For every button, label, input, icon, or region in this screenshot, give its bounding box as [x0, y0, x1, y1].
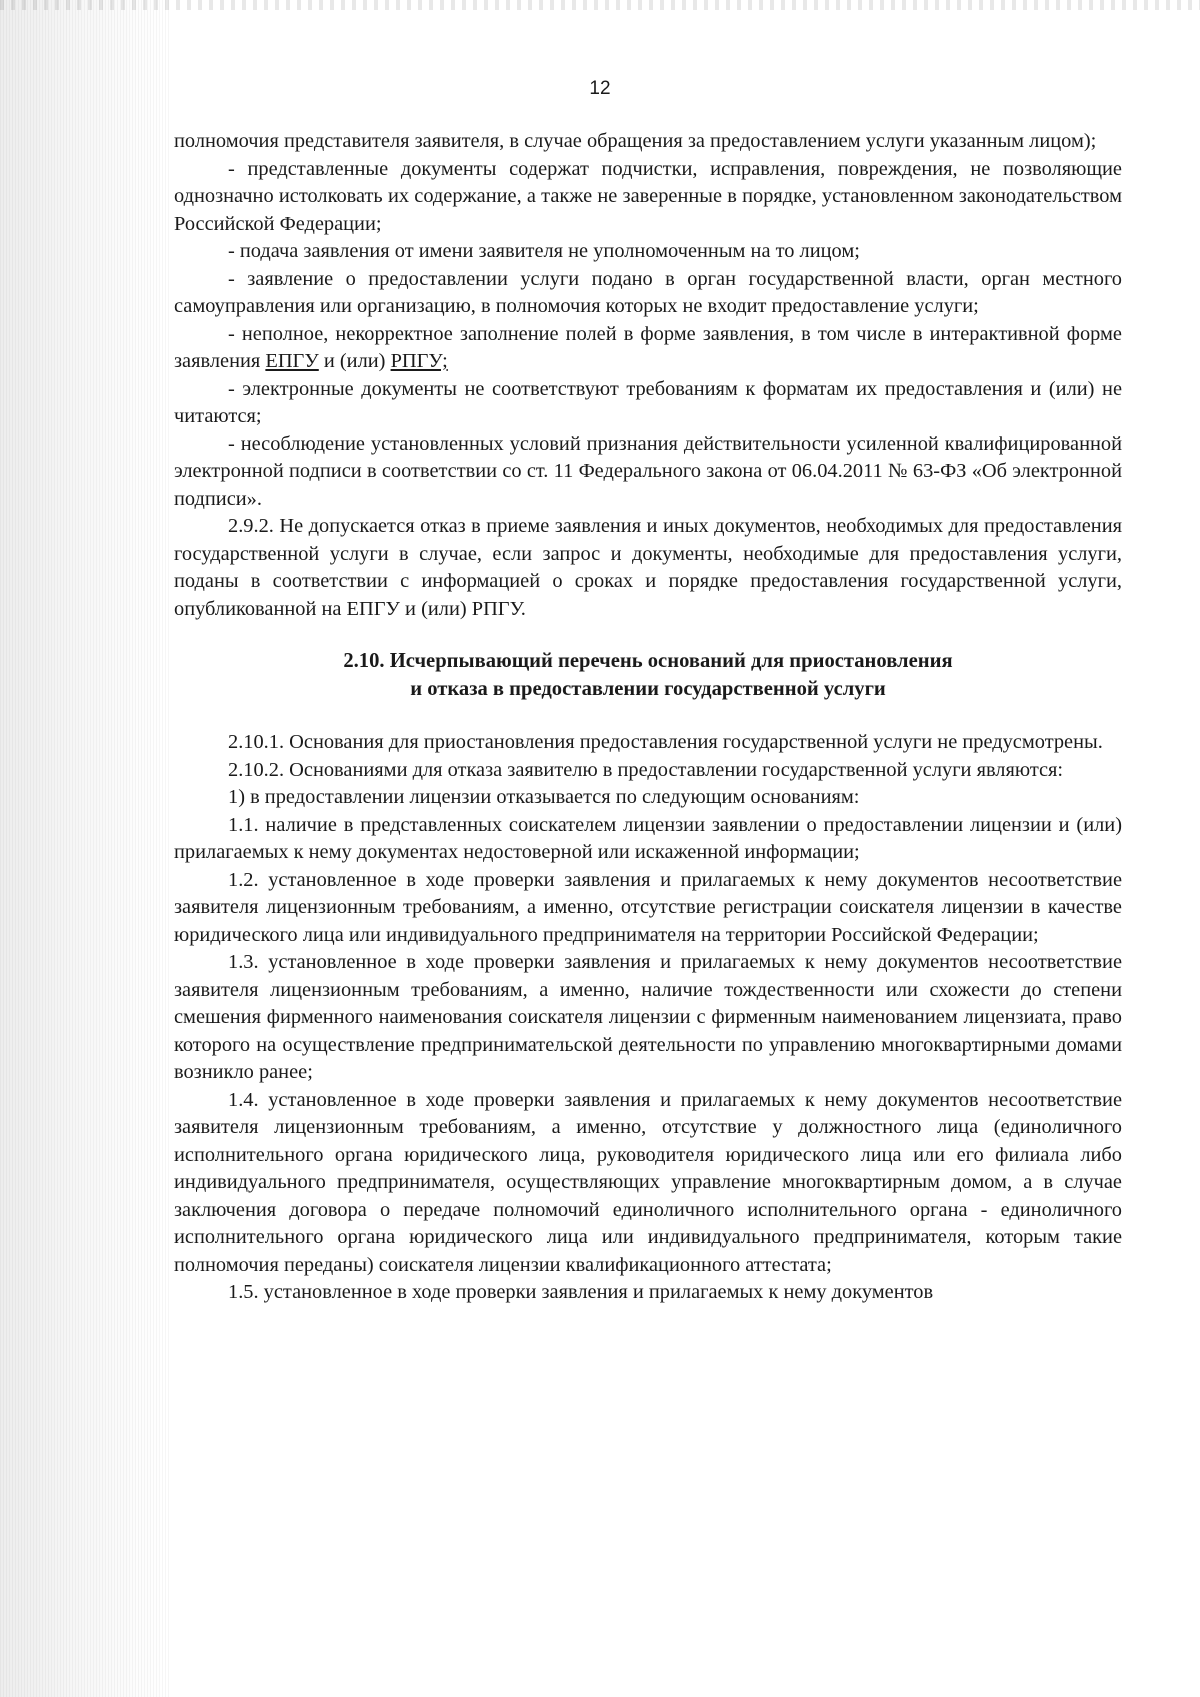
paragraphs-middle-group: [174, 376, 1122, 624]
paragraph: 2.10.1. Основания для приостановления предоставления государственной услуги не предусмотрены.: [228, 731, 1103, 753]
scan-noise-left-margin: [0, 0, 170, 1697]
paragraph-epgu-text: - неполное, некорректное заполнение полей в форме заявления, в том числе в интерактивной форме заявления: [174, 322, 1122, 372]
paragraph-epgu: [174, 321, 1122, 376]
paragraph: - подача заявления от имени заявителя не уполномоченным на то лицом;: [228, 240, 860, 262]
page-number: 12: [589, 78, 611, 99]
scan-noise-top-edge: [0, 0, 1200, 10]
paragraph: - заявление о предоставлении услуги подано в орган государственной власти, орган местного самоуправления или организацию, в полномочия которых не входит предоставление услуги;: [174, 267, 1122, 317]
epgu-link[interactable]: ЕПГУ: [265, 350, 319, 372]
paragraphs-bottom-group: [174, 729, 1122, 1307]
paragraph: полномочия представителя заявителя, в случае обращения за предоставлением услуги указанным лицом);: [174, 130, 1097, 152]
paragraph: 1.2. установленное в ходе проверки заявления и прилагаемых к нему документов несоответствие заявителя лицензионным требованиям, а именно, отсутствие регистрации соискателя лицензии в качестве юридического лица или индивидуального предпринимателя на территории Российской Федерации;: [174, 868, 1122, 946]
paragraph: 2.9.2. Не допускается отказ в приеме заявления и иных документов, необходимых для предоставления государственной услуги в случае, если запрос и документы, необходимые для предоставления услуги, поданы в соответствии с информацией о сроках и порядке предоставления государственной услуги, опубликованной на ЕПГУ и (или) РПГУ.: [174, 515, 1122, 620]
paragraphs-top-group: [174, 128, 1122, 321]
rpgu-link[interactable]: РПГУ;: [390, 350, 448, 372]
section-heading-line-2: и отказа в предоставлении государственной услуги: [410, 677, 886, 700]
document-body: [174, 128, 1122, 1307]
paragraph: 1.5. установленное в ходе проверки заявления и прилагаемых к нему документов: [228, 1281, 934, 1303]
section-heading: [174, 648, 1122, 703]
section-heading-line-1: 2.10. Исчерпывающий перечень оснований для приостановления: [343, 650, 953, 672]
paragraph: 1.3. установленное в ходе проверки заявления и прилагаемых к нему документов несоответствие заявителя лицензионным требованиям, а именно, наличие тождественности или схожести до степени смешения фирменного наименования соискателя лицензии с фирменным наименованием лицензиата, право которого на осуществление предпринимательской деятельности по управлению многоквартирными домами возникло ранее;: [174, 951, 1122, 1083]
paragraph: - электронные документы не соответствуют требованиям к форматам их предоставления и (или) не читаются;: [174, 377, 1122, 427]
paragraph-epgu-conjunction: и (или): [318, 350, 391, 372]
paragraph: 1.1. наличие в представленных соискателем лицензии заявлении о предоставлении лицензии и (или) прилагаемых к нему документах недостоверной или искаженной информации;: [174, 813, 1122, 863]
paragraph: - несоблюдение установленных условий признания действительности усиленной квалифицированной электронной подписи в соответствии со ст. 11 Федерального закона от 06.04.2011 № 63-ФЗ «Об электронной подписи».: [174, 432, 1122, 510]
paragraph: 1) в предоставлении лицензии отказывается по следующим основаниям:: [228, 786, 860, 808]
paragraph: 1.4. установленное в ходе проверки заявления и прилагаемых к нему документов несоответствие заявителя лицензионным требованиям, а именно, отсутствие у должностного лица (единоличного исполнительного органа юридического лица, руководителя юридического лица или его филиала либо индивидуального предпринимателя, осуществляющих управление многоквартирным домом, а в случае заключения договора о передаче полномочий единоличного исполнительного органа - единоличного исполнительного органа юридического лица или индивидуального предпринимателя, которым такие полномочия переданы) соискателя лицензии квалификационного аттестата;: [174, 1088, 1122, 1276]
paragraph: - представленные документы содержат подчистки, исправления, повреждения, не позволяющие однозначно истолковать их содержание, а также не заверенные в порядке, установленном законодательством Российской Федерации;: [174, 157, 1122, 235]
paragraph: 2.10.2. Основаниями для отказа заявителю в предоставлении государственной услуги являются:: [228, 758, 1064, 781]
